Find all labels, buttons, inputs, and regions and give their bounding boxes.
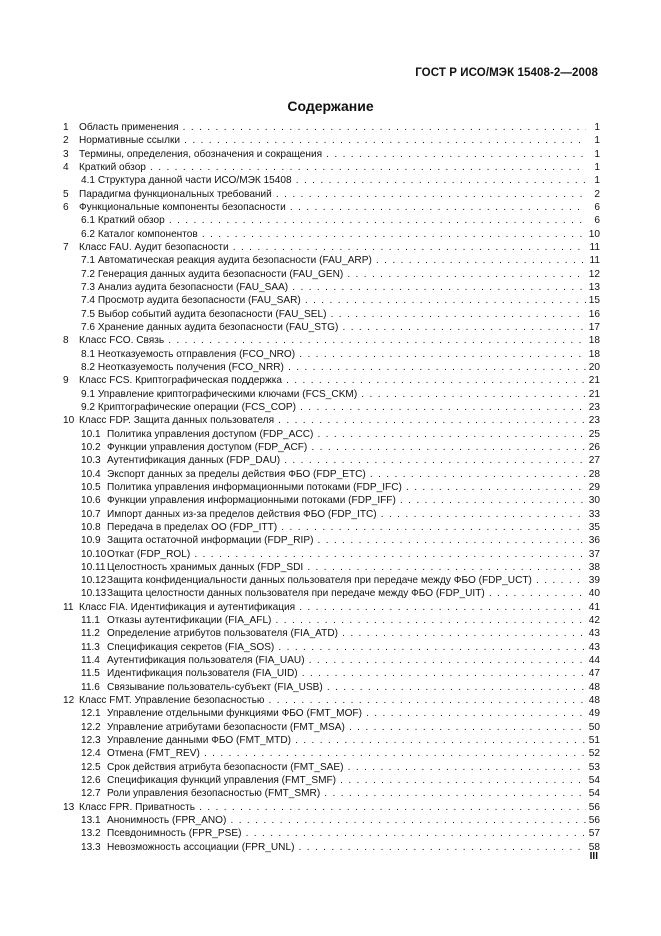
- toc-entry-label: Экспорт данных за пределы действия ФБО (FDP_ETC) . . .: [107, 468, 592, 481]
- toc-entry-number: 13.2: [81, 828, 101, 840]
- toc-entry-number: 10.12: [81, 575, 107, 587]
- toc-entry: [63, 201, 600, 214]
- toc-entry-number: 10.5: [81, 481, 101, 493]
- standard-designation: ГОСТ Р ИСО/МЭК 15408-2—2008: [415, 67, 598, 79]
- toc-entry-number: 10.2: [81, 441, 101, 453]
- toc-entry-page: 20: [586, 361, 600, 374]
- toc-entry-page: 6: [586, 201, 600, 214]
- toc-entry: [63, 374, 600, 387]
- toc-entry-label: Роли управления безопасностью (FMT_SMR) . . .: [107, 787, 592, 800]
- toc-entry-number: 11.1: [81, 615, 100, 627]
- toc-entry: [63, 654, 600, 667]
- toc-entry-page: 49: [586, 707, 600, 720]
- toc-entry-label: 8.2 Неотказуемость получения (FCO_NRR) . . .: [81, 361, 592, 374]
- toc-entry: [63, 841, 600, 854]
- toc-entry-label: Аутентификация данных (FDP_DAU) . . .: [107, 454, 592, 467]
- toc-entry: [63, 747, 600, 760]
- toc-entry-number: 2: [63, 135, 69, 147]
- toc-entry-number: 7: [63, 241, 69, 253]
- toc-entry-number: 12.3: [81, 735, 101, 747]
- toc-entry-label: Класс FIA. Идентификация и аутентификация . . .: [79, 601, 592, 614]
- toc-entry: [63, 641, 600, 654]
- toc-entry-page: 43: [586, 641, 600, 654]
- toc-entry-number: 12.6: [81, 775, 101, 787]
- toc-entry: [63, 667, 600, 680]
- toc-entry-label: Функции управления доступом (FDP_ACF) . . .: [107, 441, 592, 454]
- toc-entry-label: Функции управления информационными потоками (FDP_IFF) . . .: [107, 494, 592, 507]
- toc-entry-label: Спецификация функций управления (FMT_SMF) . . .: [107, 774, 592, 787]
- toc-entry-number: 10.4: [81, 468, 101, 480]
- toc-entry-number: 12.7: [81, 788, 101, 800]
- toc-entry-label: Термины, определения, обозначения и сокращения . . .: [79, 148, 592, 161]
- toc-entry-number: 3: [63, 148, 69, 160]
- toc-entry-number: 11.5: [81, 668, 100, 680]
- toc-entry-page: 41: [586, 601, 600, 614]
- toc-entry-label: 7.3 Анализ аудита безопасности (FAU_SAA) . . .: [81, 281, 592, 294]
- toc-entry-page: 23: [586, 414, 600, 427]
- toc-entry-number: 11.2: [81, 628, 100, 640]
- toc-entry: [63, 121, 600, 134]
- toc-entry: [63, 508, 600, 521]
- toc-entry: [63, 774, 600, 787]
- toc-entry-label: Класс FDP. Защита данных пользователя . . .: [79, 414, 592, 427]
- toc-entry-label: Класс FPR. Приватность . . .: [79, 801, 592, 814]
- toc-entry-page: 11: [586, 241, 600, 254]
- toc-entry: [63, 401, 600, 414]
- toc-entry-label: Спецификация секретов (FIA_SOS) . . .: [107, 641, 592, 654]
- toc-entry: [63, 214, 600, 227]
- toc-entry-label: Нормативные ссылки . . .: [79, 134, 592, 147]
- toc-entry-page: 12: [586, 268, 600, 281]
- toc-entry-page: 50: [586, 721, 600, 734]
- toc-entry-number: 12.1: [81, 708, 101, 720]
- toc-entry-page: 15: [586, 294, 600, 307]
- toc-entry-number: 11.4: [81, 655, 100, 667]
- toc-entry-number: 13.1: [81, 815, 101, 827]
- toc-entry-page: 42: [586, 614, 600, 627]
- toc-entry-label: 6.1 Краткий обзор . . .: [81, 214, 592, 227]
- toc-entry-page: 6: [586, 214, 600, 227]
- toc-entry: [63, 348, 600, 361]
- toc-entry: [63, 281, 600, 294]
- toc-entry-label: Краткий обзор . . .: [79, 161, 592, 174]
- toc-entry-number: 13: [63, 801, 75, 813]
- toc-entry: [63, 414, 600, 427]
- toc-entry-page: 1: [586, 121, 600, 134]
- toc-entry-number: 13.3: [81, 841, 101, 853]
- toc-entry: [63, 148, 600, 161]
- toc-entry-label: 8.1 Неотказуемость отправления (FCO_NRO) . . .: [81, 348, 592, 361]
- toc-entry: [63, 174, 600, 187]
- toc-entry-label: Защита целостности данных пользователя при передаче между ФБО (FDP_UIT) . . .: [107, 587, 592, 600]
- toc-entry-page: 23: [586, 401, 600, 414]
- toc-entry-page: 10: [586, 228, 600, 241]
- toc-entry-page: 1: [586, 161, 600, 174]
- toc-entry-page: 48: [586, 694, 600, 707]
- toc-entry-label: Управление атрибутами безопасности (FMT_MSA) . . .: [107, 721, 592, 734]
- toc-entry-page: 43: [586, 627, 600, 640]
- toc-entry-label: 7.1 Автоматическая реакция аудита безопасности (FAU_ARP) . . .: [81, 254, 592, 267]
- toc-entry-page: 27: [586, 454, 600, 467]
- toc-entry: [63, 694, 600, 707]
- toc-entry-label: 6.2 Каталог компонентов . . .: [81, 228, 592, 241]
- toc-entry-number: 12: [63, 695, 75, 707]
- toc-entry-page: 47: [586, 667, 600, 680]
- toc-entry-label: Политика управления доступом (FDP_ACC) . . .: [107, 428, 592, 441]
- toc-entry-number: 10.9: [81, 535, 101, 547]
- toc-entry-label: Управление данными ФБО (FMT_MTD) . . .: [107, 734, 592, 747]
- toc-entry: [63, 627, 600, 640]
- toc-entry-number: 10.6: [81, 495, 101, 507]
- toc-entry-label: Идентификация пользователя (FIA_UID) . . .: [107, 667, 592, 680]
- toc-entry-page: 17: [586, 321, 600, 334]
- toc-entry-page: 25: [586, 428, 600, 441]
- toc-entry: [63, 601, 600, 614]
- toc-entry-label: 7.4 Просмотр аудита безопасности (FAU_SAR) . . .: [81, 294, 592, 307]
- toc-entry-label: Класс FCO. Связь . . .: [79, 334, 592, 347]
- page-number: III: [589, 851, 598, 862]
- toc-entry-page: 35: [586, 521, 600, 534]
- toc-entry: [63, 481, 600, 494]
- toc-entry: [63, 268, 600, 281]
- toc-entry-label: 7.2 Генерация данных аудита безопасности (FAU_GEN) . . .: [81, 268, 592, 281]
- toc-entry: [63, 441, 600, 454]
- toc-entry-label: 9.1 Управление криптографическими ключами (FCS_CKM) . . .: [81, 388, 592, 401]
- toc-entry-page: 39: [586, 574, 600, 587]
- toc-entry-number: 12.4: [81, 748, 101, 760]
- toc-entry-label: Импорт данных из-за пределов действия ФБО (FDP_ITC) . . .: [107, 508, 592, 521]
- toc-entry-page: 38: [586, 561, 600, 574]
- toc-entry-page: 53: [586, 761, 600, 774]
- toc-entry-label: Защита конфиденциальности данных пользователя при передаче между ФБО (FDP_UCT) . . .: [107, 574, 592, 587]
- toc-entry-page: 44: [586, 654, 600, 667]
- toc-entry: [63, 254, 600, 267]
- toc-entry: [63, 494, 600, 507]
- toc-entry-number: 5: [63, 188, 69, 200]
- toc-entry: [63, 574, 600, 587]
- toc-entry-page: 26: [586, 441, 600, 454]
- toc-entry: [63, 587, 600, 600]
- toc-entry: [63, 721, 600, 734]
- toc-entry-page: 1: [586, 134, 600, 147]
- toc-entry: [63, 521, 600, 534]
- toc-entry-page: 16: [586, 308, 600, 321]
- toc-entry-page: 54: [586, 787, 600, 800]
- toc-entry: [63, 228, 600, 241]
- toc-entry-page: 48: [586, 681, 600, 694]
- toc-entry-page: 57: [586, 827, 600, 840]
- toc-title: Содержание: [287, 98, 374, 114]
- toc-entry-page: 58: [586, 841, 600, 854]
- toc-entry-page: 54: [586, 774, 600, 787]
- toc-entry-number: 10.11: [81, 561, 106, 573]
- toc-entry-label: Отмена (FMT_REV) . . .: [107, 747, 592, 760]
- table-of-contents: [63, 121, 600, 854]
- toc-entry: [63, 681, 600, 694]
- toc-entry-label: Определение атрибутов пользователя (FIA_ATD) . . .: [107, 627, 592, 640]
- toc-entry-label: 7.5 Выбор событий аудита безопасности (FAU_SEL) . . .: [81, 308, 592, 321]
- toc-entry: [63, 827, 600, 840]
- toc-entry-label: Парадигма функциональных требований . . .: [79, 188, 592, 201]
- toc-entry: [63, 734, 600, 747]
- toc-entry-label: Откат (FDP_ROL) . . .: [107, 548, 592, 561]
- toc-entry-page: 11: [586, 254, 600, 267]
- toc-entry-page: 52: [586, 747, 600, 760]
- toc-entry-page: 18: [586, 334, 600, 347]
- toc-entry: [63, 308, 600, 321]
- toc-entry-page: 56: [586, 801, 600, 814]
- toc-entry-label: Класс FCS. Криптографическая поддержка . . .: [79, 374, 592, 387]
- toc-entry-number: 10: [63, 415, 75, 427]
- toc-entry: [63, 534, 600, 547]
- toc-entry-number: 10.1: [81, 428, 101, 440]
- toc-entry-number: 10.13: [81, 588, 107, 600]
- toc-entry-page: 28: [586, 468, 600, 481]
- toc-entry-number: 9: [63, 375, 69, 387]
- toc-entry-page: 1: [586, 148, 600, 161]
- toc-entry-number: 8: [63, 335, 69, 347]
- toc-entry-label: 7.6 Хранение данных аудита безопасности (FAU_STG) . . .: [81, 321, 592, 334]
- toc-entry-number: 11: [63, 601, 74, 613]
- toc-entry-number: 10.10: [81, 548, 107, 560]
- toc-entry: [63, 814, 600, 827]
- toc-entry-label: Аутентификация пользователя (FIA_UAU) . . .: [107, 654, 592, 667]
- toc-entry-number: 10.8: [81, 521, 101, 533]
- toc-entry: [63, 787, 600, 800]
- toc-entry: [63, 428, 600, 441]
- toc-entry-label: Псевдонимность (FPR_PSE) . . .: [107, 827, 592, 840]
- toc-entry: [63, 561, 600, 574]
- toc-entry-label: Срок действия атрибута безопасности (FMT_SAE) . . .: [107, 761, 592, 774]
- toc-entry-number: 1: [63, 122, 69, 133]
- toc-entry: [63, 161, 600, 174]
- toc-entry-page: 13: [586, 281, 600, 294]
- toc-entry-label: 4.1 Структура данной части ИСО/МЭК 15408 . . .: [81, 174, 592, 187]
- toc-entry-label: Анонимность (FPR_ANO) . . .: [107, 814, 592, 827]
- toc-entry-page: 33: [586, 508, 600, 521]
- toc-entry-page: 2: [586, 188, 600, 201]
- toc-entry: [63, 134, 600, 147]
- toc-entry-label: Отказы аутентификации (FIA_AFL) . . .: [107, 614, 592, 627]
- toc-entry: [63, 468, 600, 481]
- toc-entry-page: 29: [586, 481, 600, 494]
- toc-entry-label: Класс FMT. Управление безопасностью . . .: [79, 694, 592, 707]
- toc-entry-number: 11.3: [81, 641, 100, 653]
- toc-entry-label: Область применения . . .: [79, 121, 592, 134]
- toc-entry-label: Функциональные компоненты безопасности . . .: [79, 201, 592, 214]
- toc-entry: [63, 294, 600, 307]
- toc-entry-page: 18: [586, 348, 600, 361]
- toc-entry-page: 36: [586, 534, 600, 547]
- toc-entry-page: 1: [586, 174, 600, 187]
- toc-entry: [63, 361, 600, 374]
- toc-entry: [63, 454, 600, 467]
- toc-entry: [63, 388, 600, 401]
- toc-entry-number: 4: [63, 161, 69, 173]
- toc-entry-number: 10.3: [81, 455, 101, 467]
- toc-entry-page: 30: [586, 494, 600, 507]
- toc-entry-number: 6: [63, 201, 69, 213]
- toc-entry: [63, 334, 600, 347]
- toc-entry-label: Передача в пределах ОО (FDP_ITT) . . .: [107, 521, 592, 534]
- toc-entry-label: Управление отдельными функциями ФБО (FMT_MOF) . . .: [107, 707, 592, 720]
- toc-entry: [63, 241, 600, 254]
- toc-entry-label: Класс FAU. Аудит безопасности . . .: [79, 241, 592, 254]
- toc-entry-page: 21: [586, 374, 600, 387]
- toc-entry-label: Невозможность ассоциации (FPR_UNL) . . .: [107, 841, 592, 854]
- toc-entry: [63, 707, 600, 720]
- toc-entry-number: 12.2: [81, 721, 101, 733]
- toc-entry-label: Связывание пользователь-субъект (FIA_USB) . . .: [107, 681, 592, 694]
- toc-entry-label: 9.2 Криптографические операции (FCS_COP) . . .: [81, 401, 592, 414]
- toc-entry-number: 11.6: [81, 681, 100, 693]
- toc-entry-label: Защита остаточной информации (FDP_RIP) . . .: [107, 534, 592, 547]
- toc-entry: [63, 188, 600, 201]
- toc-entry: [63, 321, 600, 334]
- toc-entry: [63, 761, 600, 774]
- toc-entry-number: 12.5: [81, 761, 101, 773]
- toc-entry-page: 51: [586, 734, 600, 747]
- toc-entry: [63, 801, 600, 814]
- toc-entry-page: 40: [586, 587, 600, 600]
- toc-entry-page: 21: [586, 388, 600, 401]
- toc-entry-page: 56: [586, 814, 600, 827]
- toc-entry: [63, 548, 600, 561]
- toc-entry-number: 10.7: [81, 508, 101, 520]
- toc-entry-label: Целостность хранимых данных (FDP_SDI . . .: [107, 561, 592, 574]
- toc-entry-label: Политика управления информационными потоками (FDP_IFC) . . .: [107, 481, 592, 494]
- toc-entry-page: 37: [586, 548, 600, 561]
- toc-entry: [63, 614, 600, 627]
